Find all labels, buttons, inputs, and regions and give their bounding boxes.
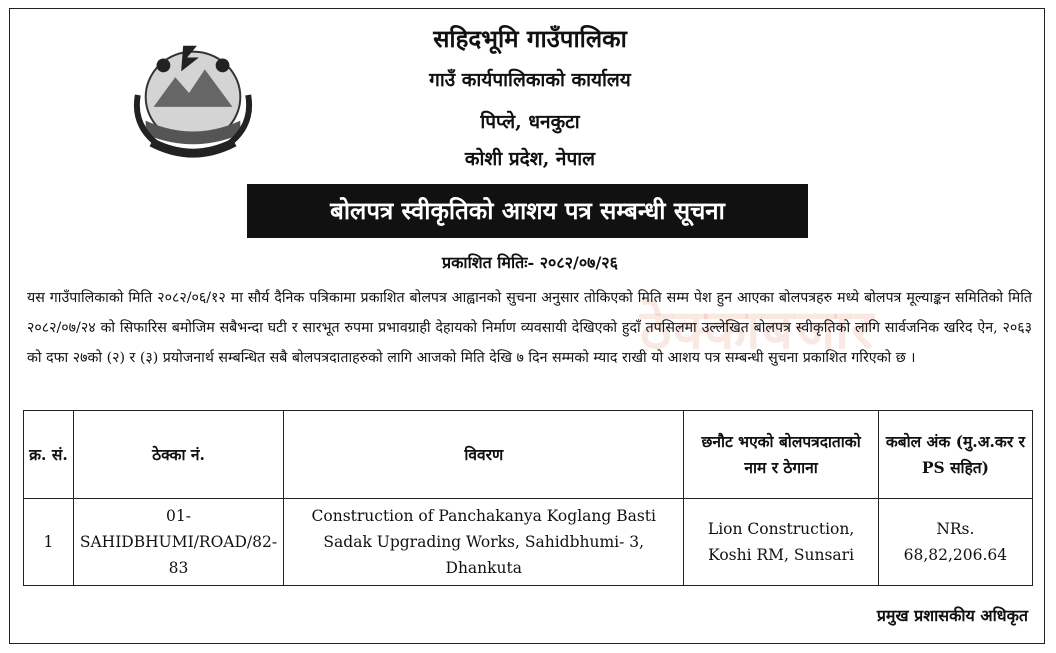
col-header-description: विवरण [284, 411, 684, 499]
cell-amount: NRs. 68,82,206.64 [878, 499, 1032, 586]
bid-table [23, 410, 1033, 586]
notice-body: यस गाउँपालिकाको मिति २०८२/०६/१२ मा सौर्य दैनिक पत्रिकामा प्रकाशित बोलपत्र आह्वानको सुचना अनुसार तोकिएको मिति सम्म पेश हुन आएका बोलपत्रहरु मध्ये बोलपत्र मूल्याङ्कन समितिको मिति २०८२/०७/२४ को सिफारिस बमोजिम सबैभन्दा घटी र सारभूत रुपमा प्रभावग्राही देहायको निर्माण व्यवसायी देखिएको हुदाँ तपसिलमा उल्लेखित बोलपत्र स्वीकृतिको लागि सार्वजनिक खरिद ऐन, २०६३ को दफा २७को (२) र (३) प्रयोजनार्थ सम्बन्धित सबै बोलपत्रदाताहरुको लागि आजको मिति देखि ७ दिन सम्मको म्याद राखी यो आशय पत्र सम्बन्धी सुचना प्रकाशित गरिएको छ । [27, 290, 1032, 366]
watermark: ठेक्काबजार [640, 298, 876, 361]
office-location: पिप्ले, धनकुटा [480, 111, 580, 133]
table-row [24, 499, 1033, 586]
col-header-amount: कबोल अंक (मु.अ.कर र PS सहित) [878, 411, 1032, 499]
office-name: गाउँ कार्यपालिकाको कार्यालय [429, 69, 631, 91]
municipality-name: सहिदभूमि गाउँपालिका [433, 24, 627, 53]
col-header-sn: क्र. सं. [24, 411, 74, 499]
cell-contract-no: 01-SAHIDBHUMI/ROAD/82-83 [73, 499, 283, 586]
cell-bidder: Lion Construction, Koshi RM, Sunsari [684, 499, 878, 586]
cell-description: Construction of Panchakanya Koglang Basti Sadak Upgrading Works, Sahidbhumi- 3, Dhankuta [284, 499, 684, 586]
published-date: प्रकाशित मितिः- २०८२/०७/२६ [442, 253, 618, 272]
signatory: प्रमुख प्रशासकीय अधिकृत [876, 606, 1028, 625]
cell-sn: 1 [24, 499, 74, 586]
notice-title: बोलपत्र स्वीकृतिको आशय पत्र सम्बन्धी सूचना [247, 184, 808, 238]
nepal-emblem-icon [124, 26, 262, 164]
province-name: कोशी प्रदेश, नेपाल [464, 148, 596, 170]
table-header-row [24, 411, 1033, 499]
col-header-bidder: छनौट भएको बोलपत्रदाताको नाम र ठेगाना [684, 411, 878, 499]
col-header-contract-no: ठेक्का नं. [73, 411, 283, 499]
